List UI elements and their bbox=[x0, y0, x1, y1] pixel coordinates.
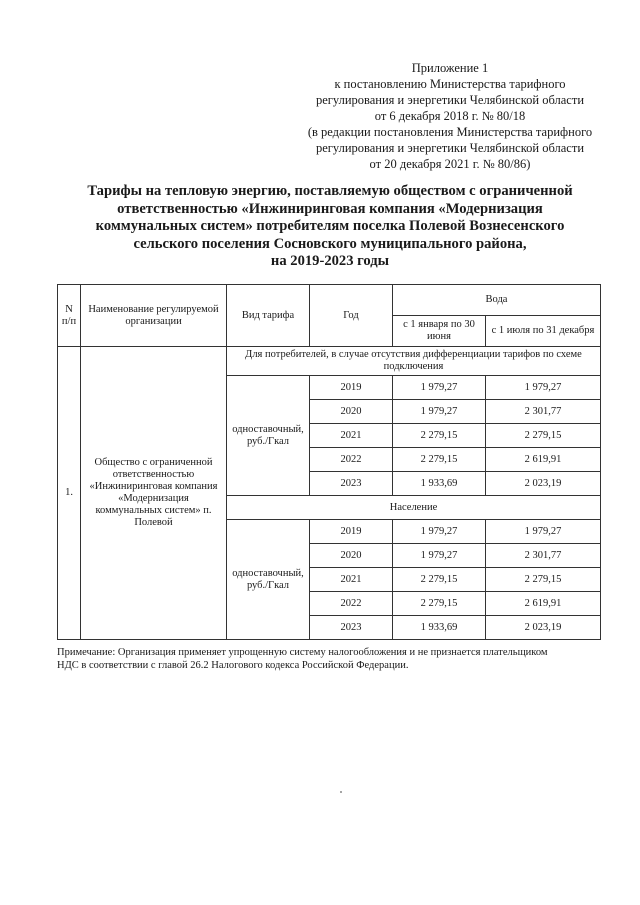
title-line: сельского поселения Сосновского муниципального района, bbox=[133, 235, 527, 252]
col-header-year: Год bbox=[310, 285, 393, 347]
tariff-h1-cell: 1 933,69 bbox=[393, 616, 486, 640]
year-cell: 2019 bbox=[310, 520, 393, 544]
tariff-type-cell: одноставочный, руб./Гкал bbox=[227, 376, 310, 496]
title-line: на 2019-2023 годы bbox=[270, 253, 390, 269]
tariff-h1-cell: 2 279,15 bbox=[393, 424, 486, 448]
col-header-tariff-type: Вид тарифа bbox=[227, 285, 310, 347]
col-header-period-2: с 1 июля по 31 декабря bbox=[486, 316, 601, 347]
tariff-h1-cell: 1 979,27 bbox=[393, 544, 486, 568]
tariff-h2-cell: 1 979,27 bbox=[486, 520, 601, 544]
tariff-h1-cell: 1 979,27 bbox=[393, 520, 486, 544]
tariff-h2-cell: 2 023,19 bbox=[486, 616, 601, 640]
year-cell: 2021 bbox=[310, 424, 393, 448]
tariff-h1-cell: 1 933,69 bbox=[393, 472, 486, 496]
col-header-org: Наименование регулируемой организации bbox=[81, 285, 227, 347]
col-header-water: Вода bbox=[393, 285, 601, 316]
appendix-line: от 6 декабря 2018 г. № 80/18 bbox=[374, 109, 526, 123]
appendix-heading bbox=[300, 60, 600, 172]
tariff-h1-cell: 2 279,15 bbox=[393, 568, 486, 592]
tariff-h2-cell: 2 279,15 bbox=[486, 568, 601, 592]
tariff-h2-cell: 1 979,27 bbox=[486, 376, 601, 400]
section-label: Население bbox=[227, 496, 601, 520]
footnote-line: Примечание: Организация применяет упрощенную систему налогообложения и не признается плательщиком bbox=[57, 647, 548, 658]
title-line: ответственностью «Инжиниринговая компания «Модернизация bbox=[117, 200, 543, 217]
year-cell: 2020 bbox=[310, 544, 393, 568]
header-row bbox=[58, 285, 601, 316]
year-cell: 2022 bbox=[310, 592, 393, 616]
scan-speck bbox=[340, 791, 342, 793]
tariff-table bbox=[57, 284, 601, 640]
year-cell: 2021 bbox=[310, 568, 393, 592]
row-number: 1. bbox=[58, 347, 81, 640]
year-cell: 2023 bbox=[310, 472, 393, 496]
tariff-h2-cell: 2 619,91 bbox=[486, 592, 601, 616]
tariff-h2-cell: 2 301,77 bbox=[486, 400, 601, 424]
tariff-h2-cell: 2 023,19 bbox=[486, 472, 601, 496]
appendix-line: (в редакции постановления Министерства тарифного bbox=[307, 125, 593, 139]
appendix-line: Приложение 1 bbox=[411, 61, 489, 75]
year-cell: 2023 bbox=[310, 616, 393, 640]
appendix-line: к постановлению Министерства тарифного bbox=[334, 77, 566, 91]
title-line: Тарифы на тепловую энергию, поставляемую обществом с ограниченной bbox=[87, 183, 573, 199]
tariff-type-cell: одноставочный, руб./Гкал bbox=[227, 520, 310, 640]
tariff-h2-cell: 2 279,15 bbox=[486, 424, 601, 448]
footnote-line: НДС в соответствии с главой 26.2 Налогового кодекса Российской Федерации. bbox=[57, 660, 409, 671]
appendix-line: от 20 декабря 2021 г. № 80/86) bbox=[369, 157, 531, 171]
section-row bbox=[58, 347, 601, 376]
document-title bbox=[60, 183, 600, 271]
footnote bbox=[57, 646, 600, 672]
appendix-line: регулирования и энергетики Челябинской области bbox=[315, 141, 585, 155]
year-cell: 2022 bbox=[310, 448, 393, 472]
appendix-line: регулирования и энергетики Челябинской области bbox=[315, 93, 585, 107]
section-label: Для потребителей, в случае отсутствия дифференциации тарифов по схеме подключения bbox=[227, 347, 601, 376]
title-line: коммунальных систем» потребителям поселка Полевой Вознесенского bbox=[95, 218, 565, 234]
year-cell: 2020 bbox=[310, 400, 393, 424]
tariff-h1-cell: 1 979,27 bbox=[393, 400, 486, 424]
tariff-h2-cell: 2 619,91 bbox=[486, 448, 601, 472]
tariff-h2-cell: 2 301,77 bbox=[486, 544, 601, 568]
year-cell: 2019 bbox=[310, 376, 393, 400]
tariff-h1-cell: 2 279,15 bbox=[393, 448, 486, 472]
col-header-period-1: с 1 января по 30 июня bbox=[393, 316, 486, 347]
organization-name: Общество с ограниченной ответственностью «Инжиниринговая компания «Модернизация коммунальных систем» п. Полевой bbox=[81, 347, 227, 640]
tariff-h1-cell: 2 279,15 bbox=[393, 592, 486, 616]
tariff-h1-cell: 1 979,27 bbox=[393, 376, 486, 400]
col-header-num: N п/п bbox=[58, 285, 81, 347]
